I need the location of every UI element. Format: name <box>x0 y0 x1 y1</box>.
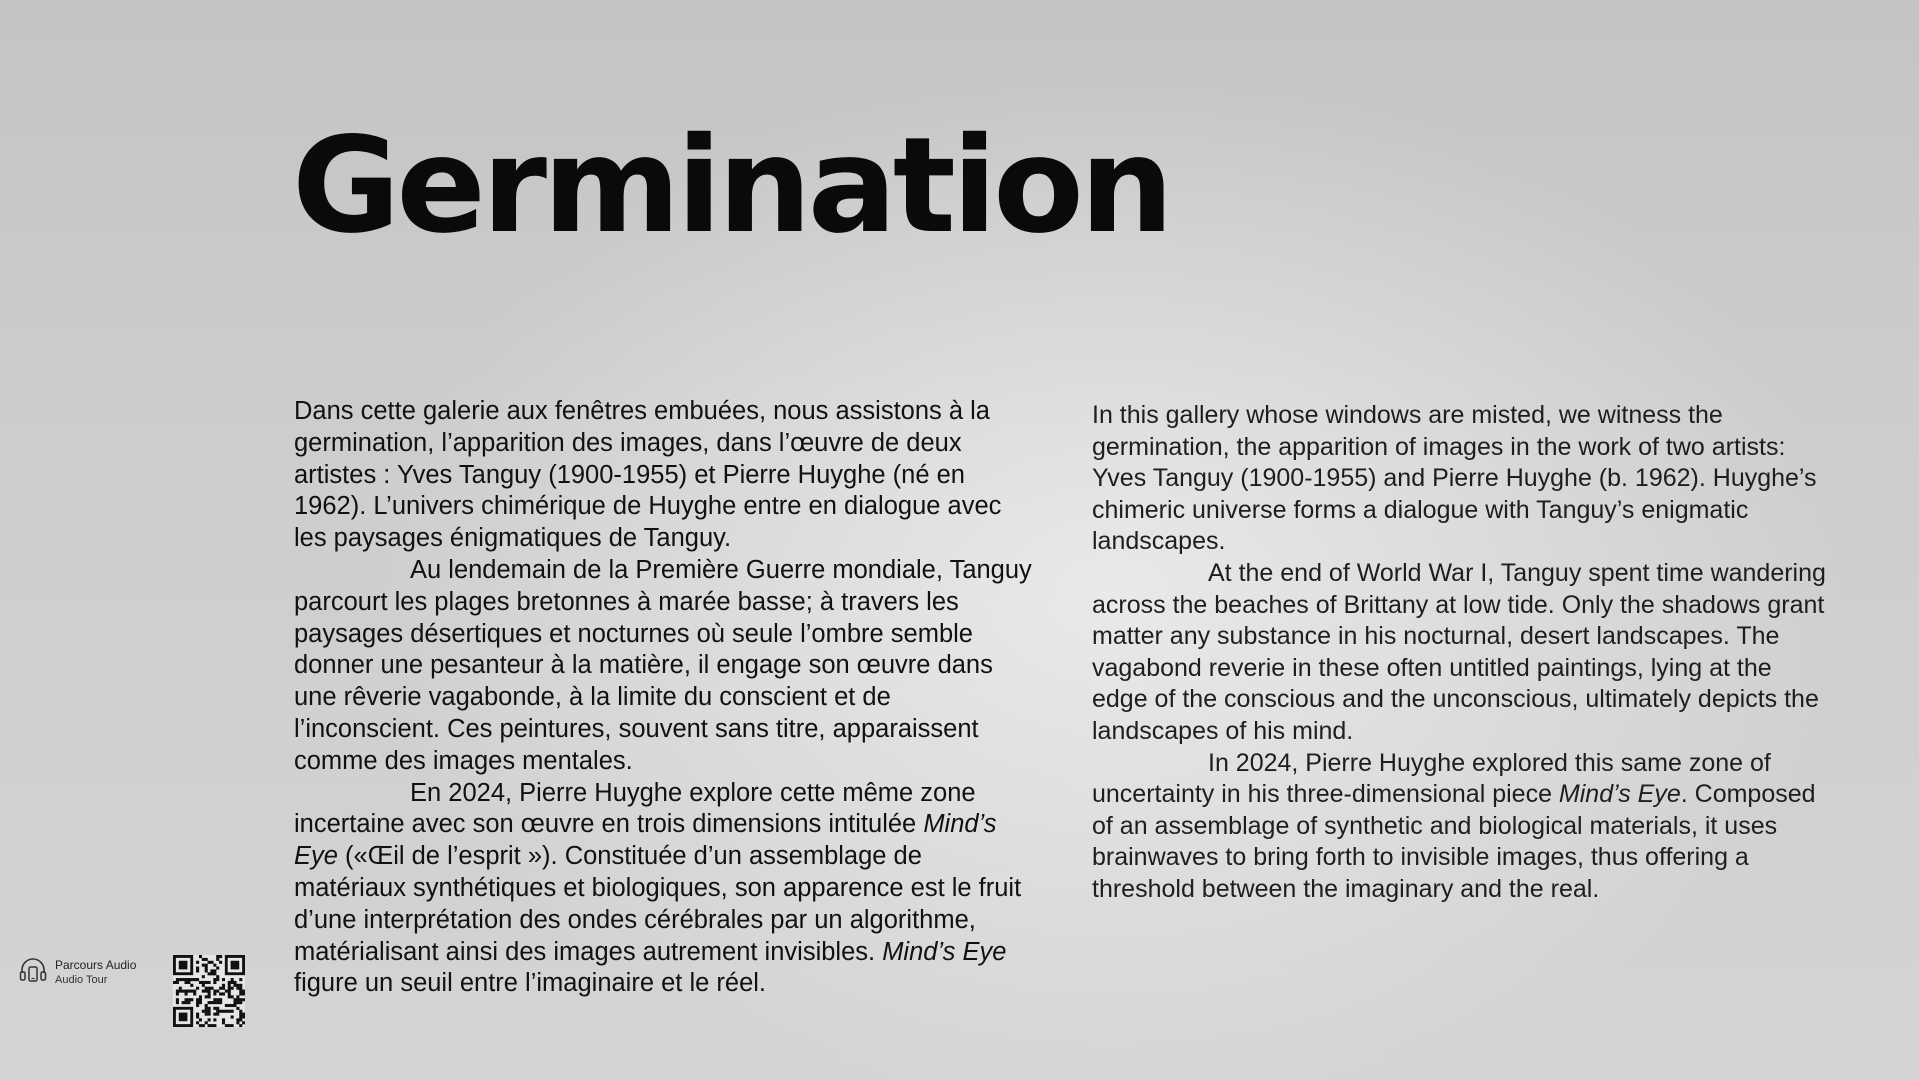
paragraph-text: figure un seuil entre l’imaginaire et le réel. <box>294 969 766 998</box>
audio-tour-label-en: Audio Tour <box>55 974 108 986</box>
french-paragraph <box>294 778 1034 1001</box>
audio-tour-label-fr: Parcours Audio <box>55 958 137 972</box>
french-text-column <box>294 396 1034 1000</box>
qr-code-icon[interactable] <box>173 955 245 1027</box>
english-paragraph <box>1092 400 1832 558</box>
paragraph-text: At the end of World War I, Tanguy spent time wandering across the beaches of Brittany at low tide. Only the shadows grant matter any substance in his nocturnal, desert landscapes. The vagabond reverie in these often untitled paintings, lying at the edge of the conscious and the unconscious, ultimately depicts the landscapes of his mind. <box>1092 558 1826 745</box>
paragraph-text: In 2024, Pierre Huyghe explored this same zone of uncertainty in his three-dimensional piece <box>1092 748 1771 809</box>
artwork-title-italic: Mind’s Eye <box>1558 780 1681 809</box>
english-paragraph <box>1092 558 1832 748</box>
paragraph-text: En 2024, Pierre Huyghe explore cette même zone incertaine avec son œuvre en trois dimensions intitulée <box>294 778 976 839</box>
wall-title: Germination <box>292 109 1170 263</box>
english-text-column <box>1092 400 1832 906</box>
paragraph-text: Au lendemain de la Première Guerre mondiale, Tanguy parcourt les plages bretonnes à marée basse; à travers les paysages désertiques et nocturnes où seule l’ombre semble donner une pesanteur à la matière, il engage son œuvre dans une rêverie vagabonde, à la limite du conscient et de l’inconscient. Ces peintures, souvent sans titre, apparaissent comme des images mentales. <box>294 555 1032 775</box>
headphones-phone-icon <box>18 956 48 986</box>
audio-tour-block[interactable] <box>18 956 178 996</box>
paragraph-text: . Composed of an assemblage of synthetic and biological materials, it uses brainwaves to bring forth to invisible images, thus offering a threshold between the imaginary and the real. <box>1092 780 1816 903</box>
english-paragraph <box>1092 748 1832 906</box>
french-paragraph <box>294 396 1034 555</box>
french-paragraph <box>294 555 1034 778</box>
paragraph-text: Dans cette galerie aux fenêtres embuées, nous assistons à la germination, l’apparition des images, dans l’œuvre de deux artistes : Yves Tanguy (1900-1955) et Pierre Huyghe (né en 1962). L’univers chimérique de Huyghe entre en dialogue avec les paysages énigmatiques de Tanguy. <box>294 397 1002 553</box>
artwork-title-italic: Mind’s Eye <box>882 937 1007 966</box>
paragraph-text: («Œil de l’esprit »). Constituée d’un assemblage de matériaux synthétiques et biologiques, son apparence est le fruit d’une interprétation des ondes cérébrales par un algorithme, matérialisant ainsi des images autrement invisibles. <box>294 842 1022 966</box>
artwork-title-italic: Mind’s Eye <box>294 810 997 871</box>
paragraph-text: In this gallery whose windows are misted, we witness the germination, the apparition of images in the work of two artists: Yves Tanguy (1900-1955) and Pierre Huyghe (b. 1962). Huyghe’s chimeric universe forms a dialogue with Tanguy’s enigmatic landscapes. <box>1092 401 1817 556</box>
